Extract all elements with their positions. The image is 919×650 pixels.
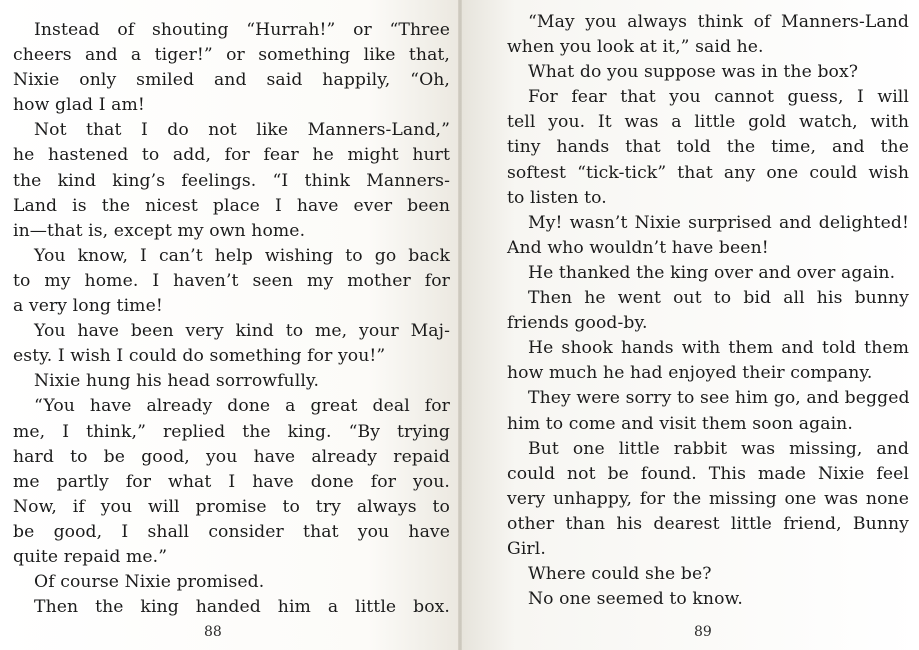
text-line: You have been very kind to me, your Maj- [34, 321, 450, 342]
text-line: Where could she be? [528, 564, 712, 585]
text-line: “You have already done a great deal for [34, 396, 450, 417]
text-line: Of course Nixie promised. [34, 572, 265, 593]
text-line: You know, I can’t help wishing to go back [34, 245, 450, 266]
text-line: Instead of shouting “Hurrah!” or “Three [34, 20, 450, 40]
text-line: quite repaid me.” [13, 546, 168, 567]
text-line: He thanked the king over and over again. [528, 262, 896, 283]
text-line: Nixie hung his head sorrowfully. [34, 371, 320, 392]
text-line: him to come and visit them soon again. [507, 413, 853, 434]
text-line: to listen to. [507, 187, 607, 208]
text-line: when you look at it,” said he. [507, 37, 764, 58]
text-line: Not that I do not like Manners-Land,” [34, 120, 450, 141]
text-line: For fear that you cannot guess, I will [528, 87, 909, 108]
right-page-text [507, 10, 909, 612]
text-line: Nixie only smiled and said happily, “Oh, [13, 70, 450, 91]
text-line: a very long time! [13, 296, 163, 317]
text-line: No one seemed to know. [528, 589, 743, 610]
text-line: me partly for what I have done for you. [13, 471, 450, 492]
page-number: 88 [204, 624, 222, 640]
text-line: hard to be good, you have already repaid [13, 446, 450, 467]
right-page [460, 0, 919, 650]
text-line: Girl. [507, 538, 546, 559]
text-line: They were sorry to see him go, and begged [528, 388, 910, 409]
text-line: tiny hands that told the time, and the [507, 137, 909, 158]
text-line: Now, if you will promise to try always to [13, 496, 450, 517]
text-line: He shook hands with them and told them [528, 338, 909, 359]
text-line: very unhappy, for the missing one was none [507, 488, 909, 509]
left-page-text [13, 18, 450, 620]
text-line: other than his dearest little friend, Bunny [507, 513, 909, 534]
text-line: be good, I shall consider that you have [13, 521, 450, 542]
text-line: tell you. It was a little gold watch, with [507, 112, 909, 133]
text-line: could not be found. This made Nixie feel [507, 463, 909, 484]
text-line: And who wouldn’t have been! [507, 237, 769, 258]
text-line: Then he went out to bid all his bunny [528, 288, 909, 309]
text-line: how glad I am! [13, 95, 145, 116]
text-line: softest “tick-tick” that any one could wish [507, 162, 909, 183]
text-line: “May you always think of Manners-Land [528, 12, 909, 32]
book-gutter [458, 0, 462, 650]
text-line: But one little rabbit was missing, and [528, 438, 909, 459]
text-line: esty. I wish I could do something for you!” [13, 346, 386, 367]
text-line: cheers and a tiger!” or something like that, [13, 45, 450, 66]
text-line: Land is the nicest place I have ever been [13, 195, 450, 216]
text-line: how much he had enjoyed their company. [507, 363, 873, 384]
page-number: 89 [694, 624, 712, 640]
text-line: me, I think,” replied the king. “By trying [13, 421, 450, 442]
text-line: Then the king handed him a little box. [34, 597, 450, 618]
text-line: in—that is, except my own home. [13, 220, 306, 241]
text-line: to my home. I haven’t seen my mother for [13, 270, 450, 291]
text-line: he hastened to add, for fear he might hurt [13, 145, 450, 166]
text-line: the kind king’s feelings. “I think Manners- [13, 170, 450, 191]
text-line: My! wasn’t Nixie surprised and delighted! [528, 212, 909, 233]
text-line: friends good-by. [507, 313, 648, 334]
text-line: What do you suppose was in the box? [528, 62, 859, 83]
